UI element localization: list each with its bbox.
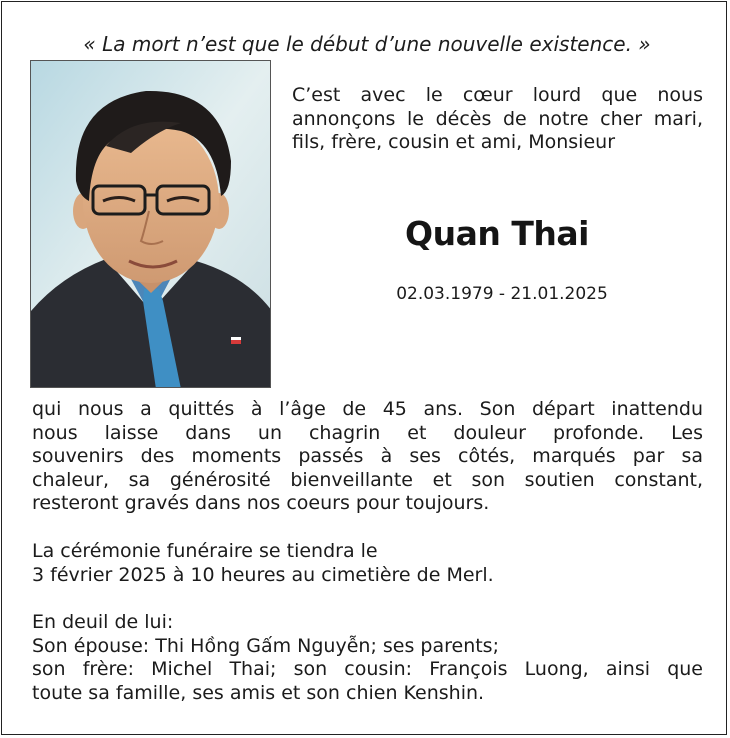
- tribute-paragraph: [32, 398, 703, 516]
- tribute-line: resteront gravés dans nos coeurs pour toujours.: [32, 492, 490, 514]
- portrait-photo: [30, 60, 271, 388]
- tribute-line: chaleur, sa générosité bienveillante et son soutien constant,: [32, 468, 703, 491]
- mourners-line: Son épouse: Thi Hồng Gấm Nguyễn; ses parents;: [32, 634, 499, 657]
- epigraph-quote: « La mort n’est que le début d’une nouvelle existence. »: [83, 32, 651, 56]
- obituary-notice: [1, 1, 727, 735]
- tribute-line: nous laisse dans un chagrin et douleur profonde. Les: [32, 421, 703, 444]
- ceremony-line: La cérémonie funéraire se tiendra le: [32, 540, 378, 562]
- tribute-line: qui nous a quittés à l’âge de 45 ans. Son départ inattendu: [32, 398, 703, 420]
- ceremony-line: 3 février 2025 à 10 heures au cimetière de Merl.: [32, 563, 494, 586]
- deceased-name: Quan Thai: [405, 214, 589, 253]
- mourners-line: En deuil de lui:: [32, 611, 174, 633]
- announcement-intro: C’est avec le cœur lourd que nous annonçons le décès de notre cher mari, fils, frère, cousin et ami, Monsieur: [292, 84, 703, 153]
- ceremony-details: [32, 540, 703, 587]
- tribute-line: souvenirs des moments passés à ses côtés, marqués par sa: [32, 445, 703, 467]
- mourners-list: [32, 611, 703, 705]
- mourners-line: toute sa famille, ses amis et son chien Kenshin.: [32, 681, 485, 704]
- life-dates: 02.03.1979 - 21.01.2025: [396, 284, 608, 304]
- mourners-line: son frère: Michel Thai; son cousin: François Luong, ainsi que: [32, 658, 703, 680]
